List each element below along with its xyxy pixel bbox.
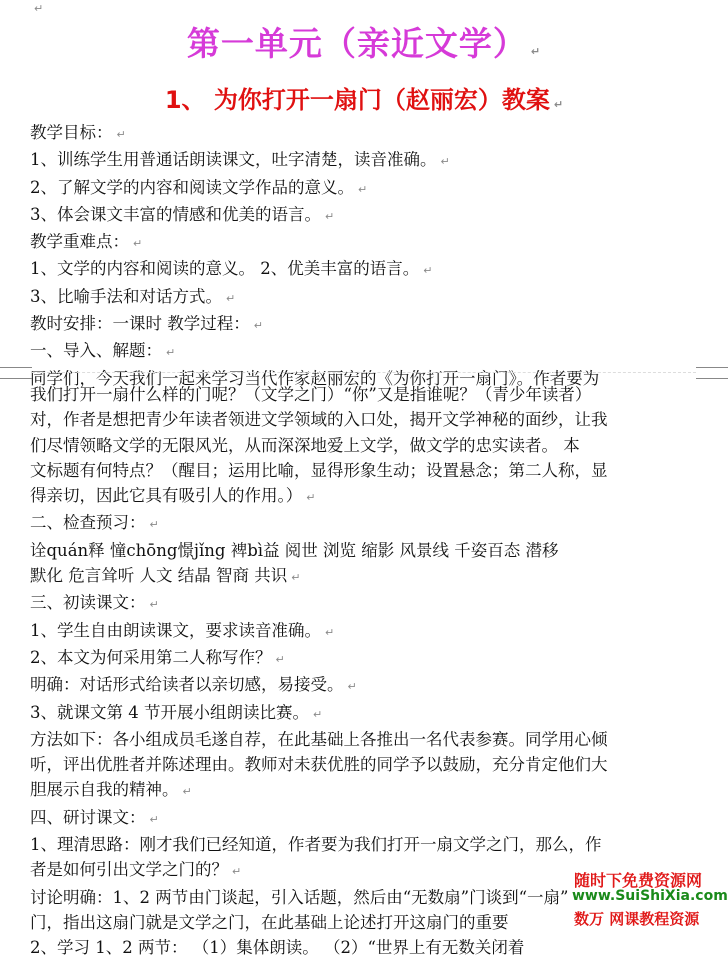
paragraph-mark-icon: ↵ bbox=[306, 491, 316, 505]
paragraph-mark-icon: ↵ bbox=[116, 128, 126, 141]
text-line bbox=[30, 727, 700, 752]
corner-mark: ↵ bbox=[34, 2, 44, 15]
paragraph-mark-icon: ↵ bbox=[275, 652, 285, 666]
paragraph-mark-icon: ↵ bbox=[232, 865, 242, 879]
paragraph-mark-icon: ↵ bbox=[553, 98, 564, 111]
text-line bbox=[30, 382, 700, 407]
page-break-line bbox=[32, 372, 696, 373]
text-line bbox=[30, 538, 700, 563]
line-text: 得亲切，因此它具有吸引人的作用。） bbox=[30, 486, 303, 506]
paragraph-mark-icon: ↵ bbox=[149, 518, 159, 532]
text-line bbox=[30, 590, 700, 617]
line-text: 1、训练学生用普通话朗读课文，吐字清楚，读音准确。 bbox=[30, 150, 437, 170]
line-text: 同学们，今天我们一起来学习当代作家赵丽宏的《为你打开一扇门》。作者要为 bbox=[30, 368, 600, 388]
paragraph-mark-icon: ↵ bbox=[325, 209, 335, 223]
paragraph-mark-icon: ↵ bbox=[313, 707, 323, 721]
watermark-url: www.SuiShiXia.com bbox=[572, 888, 728, 904]
line-text: 二、检查预习： bbox=[30, 513, 146, 533]
text-line bbox=[30, 284, 700, 311]
line-text: 方法如下：各小组成员毛遂自荐，在此基础上各推出一名代表参赛。同学用心倾 bbox=[30, 729, 608, 749]
paragraph-mark-icon: ↵ bbox=[358, 182, 368, 196]
text-line bbox=[30, 175, 700, 202]
text-line bbox=[30, 832, 700, 857]
text-line bbox=[30, 147, 700, 174]
text-line bbox=[30, 229, 700, 256]
line-text: 听，评出优胜者并陈述理由。教师对未获优胜的同学予以鼓励，充分肯定他们大 bbox=[30, 755, 608, 775]
text-line bbox=[30, 510, 700, 537]
line-text: 门，指出这扇门就是文学之门，在此基础上论述打开这扇门的重要 bbox=[30, 912, 509, 932]
text-line bbox=[30, 483, 700, 510]
line-text: 1、理清思路：刚才我们已经知道，作者要为我们打开一扇文学之门，那么，作 bbox=[30, 835, 602, 855]
line-text: 3、就课文第 4 节开展小组朗读比赛。 bbox=[30, 702, 309, 722]
text-line bbox=[30, 202, 700, 229]
paragraph-mark-icon: ↵ bbox=[347, 680, 357, 694]
paragraph-mark-icon: ↵ bbox=[291, 571, 301, 585]
line-text: 1、文学的内容和阅读的意义。 2、优美丰富的语言。 bbox=[30, 259, 420, 279]
line-text: 三、初读课文： bbox=[30, 593, 146, 613]
text-line bbox=[30, 407, 700, 432]
line-text: 诠quán释 憧chōng憬jǐng 裨bì益 阅世 浏览 缩影 风景线 千姿百态 潜移 bbox=[30, 540, 559, 560]
paragraph-mark-icon: ↵ bbox=[166, 346, 176, 360]
line-text: 默化 危言耸听 人文 结晶 智商 共识 bbox=[30, 566, 288, 586]
line-text: 教时安排：一课时 教学过程： bbox=[30, 314, 250, 334]
paragraph-mark-icon: ↵ bbox=[133, 237, 143, 251]
line-text: 一、导入、解题： bbox=[30, 341, 162, 361]
text-line bbox=[30, 777, 700, 804]
text-line bbox=[30, 120, 700, 147]
text-line bbox=[30, 433, 700, 458]
line-text: 3、体会课文丰富的情感和优美的语言。 bbox=[30, 204, 321, 224]
unit-title bbox=[0, 18, 728, 65]
line-text: 四、研讨课文： bbox=[30, 807, 146, 827]
text-line bbox=[30, 805, 700, 832]
lesson-title bbox=[0, 80, 728, 115]
unit-title-text: 第一单元（亲近文学） bbox=[186, 24, 527, 63]
paragraph-mark-icon: ↵ bbox=[530, 45, 542, 58]
text-line bbox=[30, 256, 700, 283]
line-text: 讨论明确：1、2 两节由门谈起，引入话题，然后由“无数扇”门谈到“一扇” bbox=[30, 887, 569, 907]
line-text: 们尽情领略文学的无限风光，从而深深地爱上文学，做文学的忠实读者。 本 bbox=[30, 435, 580, 455]
line-text: 教学重难点： bbox=[30, 232, 129, 252]
line-text: 2、本文为何采用第二人称写作？ bbox=[30, 647, 272, 667]
page-1-body bbox=[30, 120, 700, 391]
page-break-marker-left bbox=[0, 367, 32, 379]
paragraph-mark-icon: ↵ bbox=[226, 291, 236, 305]
watermark-logo bbox=[570, 866, 728, 929]
lesson-title-text: 1、 为你打开一扇门（赵丽宏）教案 bbox=[164, 86, 550, 114]
line-text: 2、了解文学的内容和阅读文学作品的意义。 bbox=[30, 177, 354, 197]
paragraph-mark-icon: ↵ bbox=[325, 625, 335, 639]
paragraph-mark-icon: ↵ bbox=[149, 812, 159, 826]
text-line bbox=[30, 311, 700, 338]
line-text: 明确：对话形式给读者以亲切感，易接受。 bbox=[30, 675, 344, 695]
paragraph-mark-icon: ↵ bbox=[440, 155, 450, 169]
text-line bbox=[30, 935, 700, 960]
paragraph-mark-icon: ↵ bbox=[423, 264, 433, 278]
paragraph-mark-icon: ↵ bbox=[182, 785, 192, 799]
text-line bbox=[30, 645, 700, 672]
line-text: 者是如何引出文学之门的？ bbox=[30, 860, 228, 880]
line-text: 1、学生自由朗读课文，要求读音准确。 bbox=[30, 620, 321, 640]
paragraph-mark-icon: ↵ bbox=[149, 598, 159, 612]
line-text: 对，作者是想把青少年读者领进文学领域的入口处，揭开文学神秘的面纱，让我 bbox=[30, 410, 608, 430]
line-text: 3、比喻手法和对话方式。 bbox=[30, 286, 222, 306]
text-line bbox=[30, 338, 700, 365]
text-line bbox=[30, 672, 700, 699]
watermark-title: 随时下免费资源网 bbox=[574, 871, 703, 890]
text-line bbox=[30, 458, 700, 483]
line-text: 我们打开一扇什么样的门呢？（文学之门）“你”又是指谁呢？（青少年读者） bbox=[30, 385, 592, 404]
line-text: 2、学习 1、2 两节： （1）集体朗读。 （2）“世界上有无数关闭着 bbox=[30, 938, 525, 958]
line-text: 文标题有何特点？（醒目；运用比喻，显得形象生动；设置悬念；第二人称，显 bbox=[30, 460, 608, 480]
line-text: 教学目标： bbox=[30, 123, 113, 142]
text-line bbox=[30, 563, 700, 590]
text-line bbox=[30, 700, 700, 727]
text-line bbox=[30, 618, 700, 645]
watermark-tagline: 数万 网课教程资源 bbox=[574, 910, 700, 928]
line-text: 胆展示自我的精神。 bbox=[30, 780, 179, 800]
text-line bbox=[30, 752, 700, 777]
paragraph-mark-icon: ↵ bbox=[253, 319, 263, 333]
page-break-marker-right bbox=[696, 367, 728, 379]
